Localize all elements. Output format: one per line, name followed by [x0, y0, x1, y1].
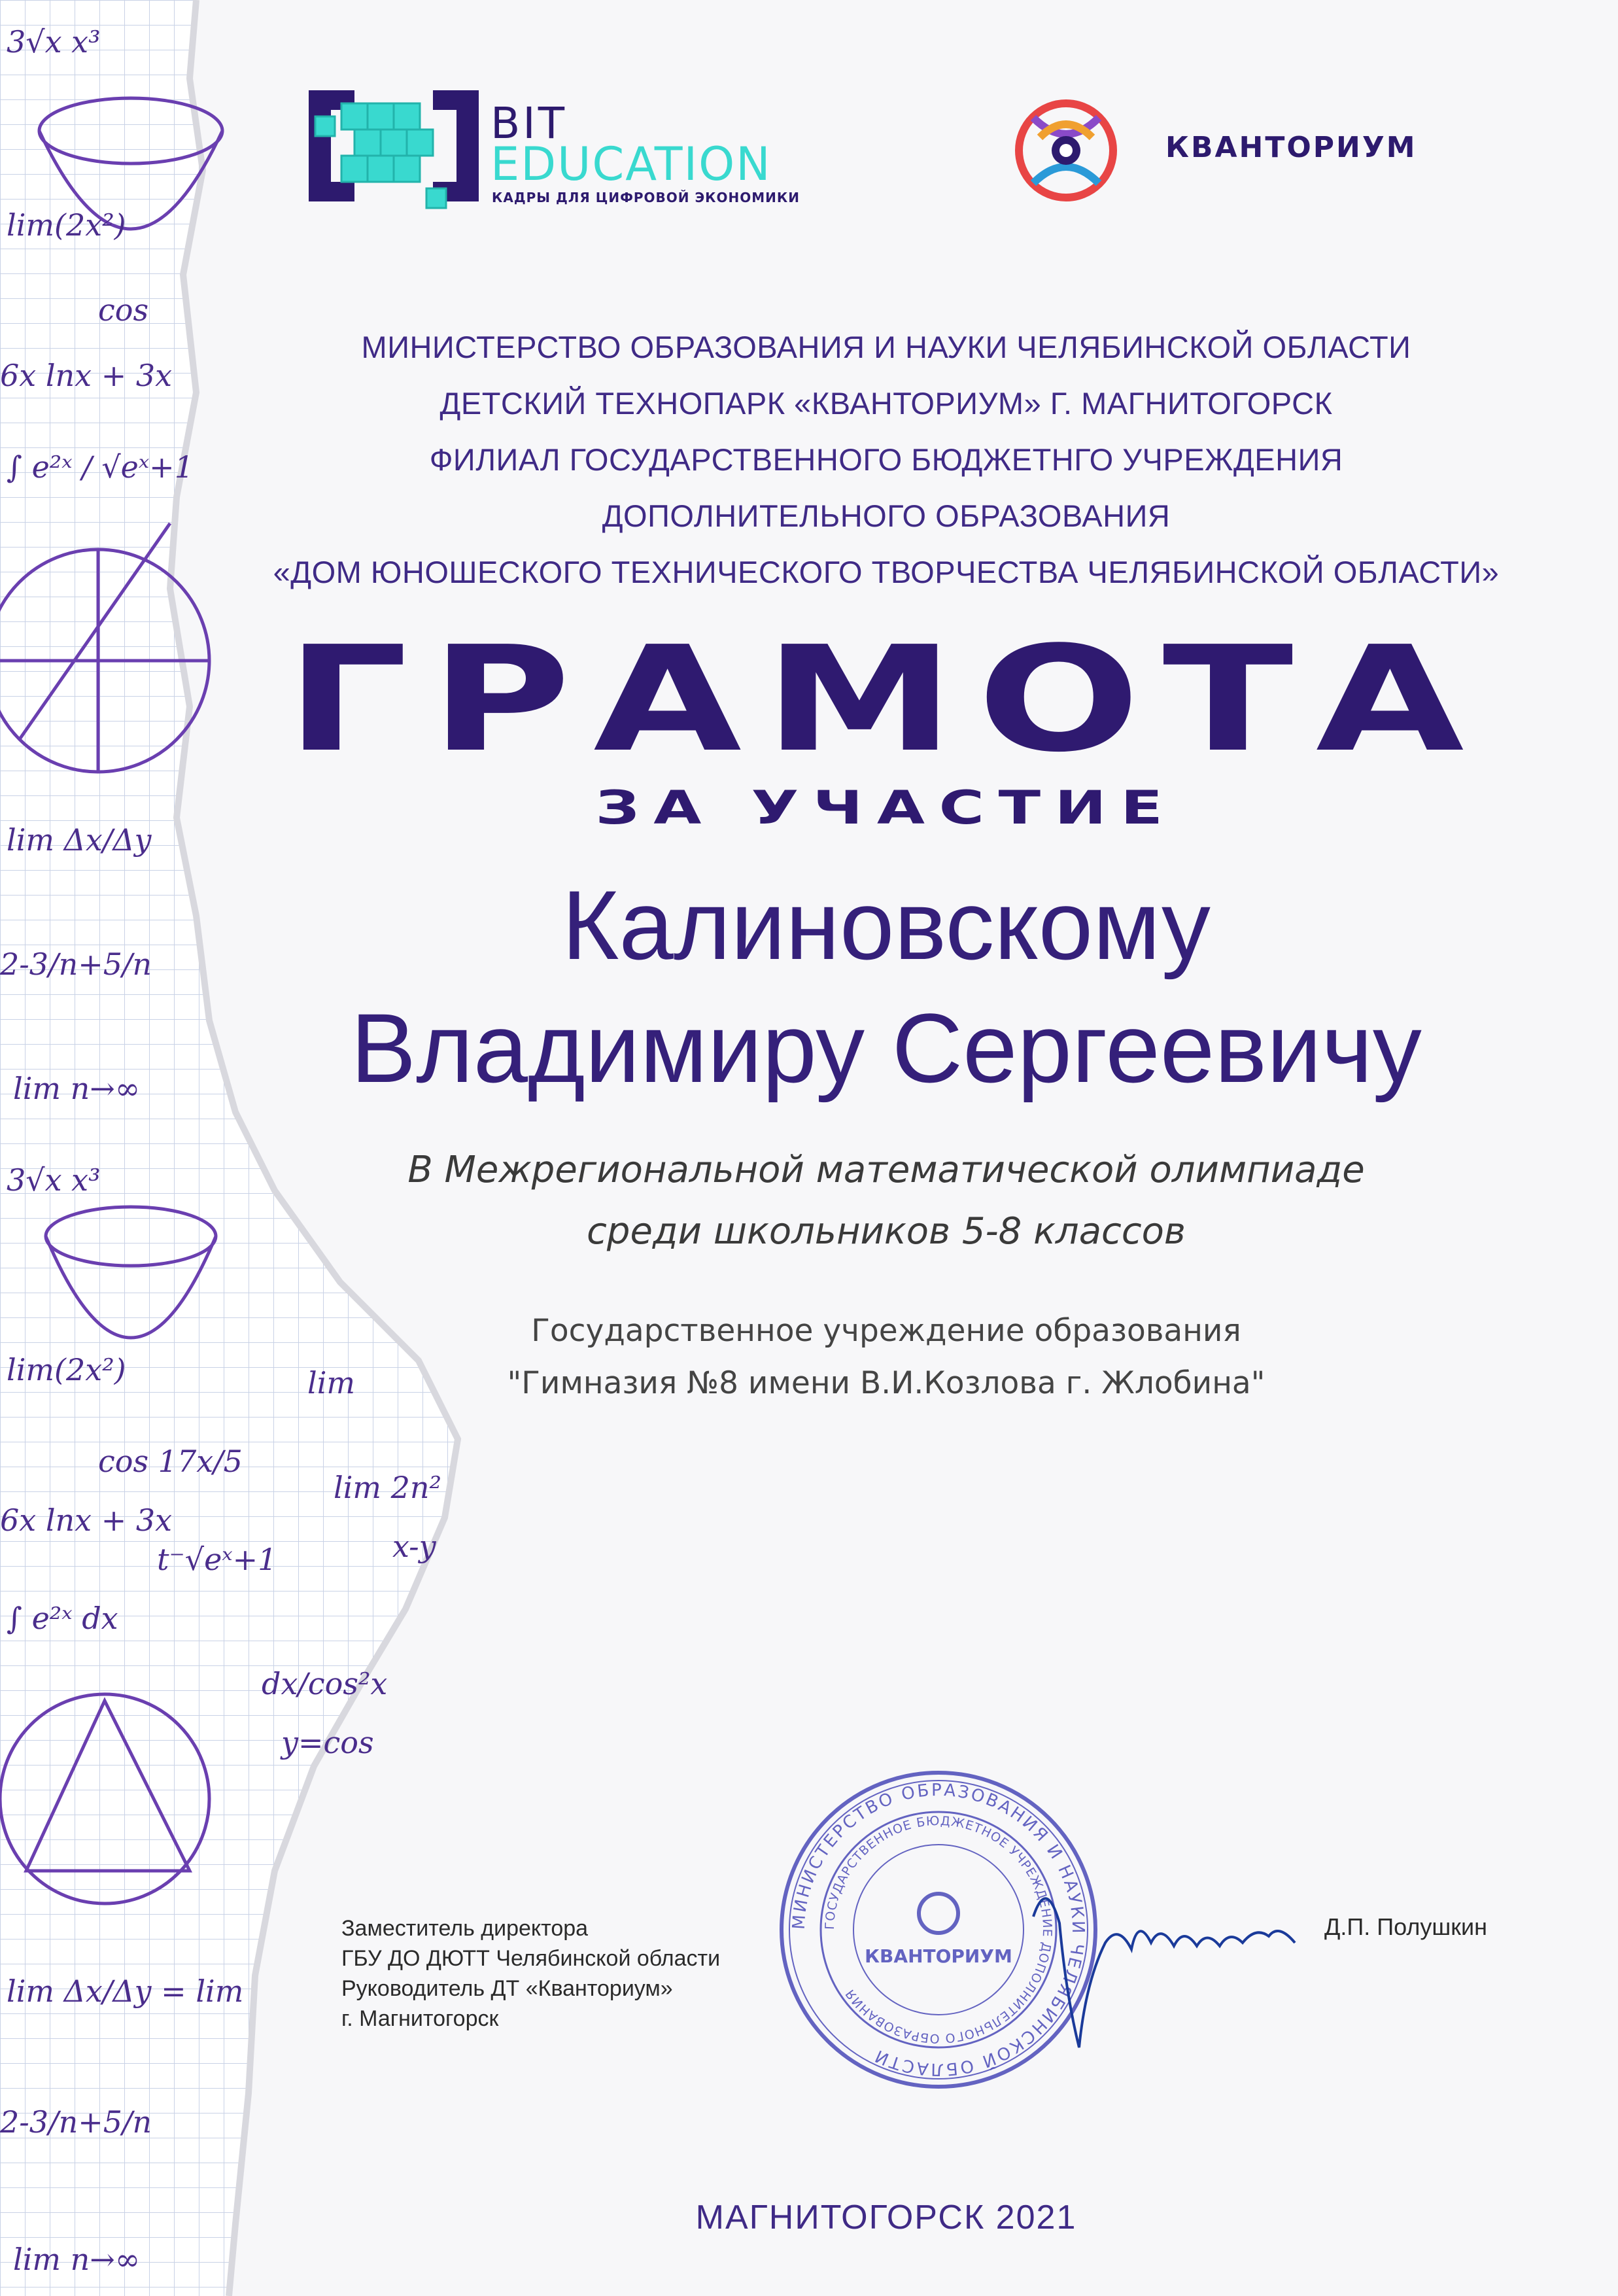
signatory-position-line: Заместитель директора: [341, 1916, 589, 1941]
svg-text:ГОСУДАРСТВЕННОЕ БЮДЖЕТНОЕ УЧРЕ: ГОСУДАРСТВЕННОЕ БЮДЖЕТНОЕ УЧРЕЖДЕНИЕ ДОПОЛНИТЕЛЬНОГО ОБРАЗОВАНИЯ: [822, 1813, 1055, 2046]
school-line: "Гимназия №8 имени В.И.Козлова г. Жлобина": [507, 1365, 1265, 1401]
svg-text:dx/cos²x: dx/cos²x: [262, 1666, 388, 1701]
svg-text:lim n→∞: lim n→∞: [13, 1071, 141, 1106]
issuer-header: [196, 319, 1576, 600]
signatory-name: Д.П. Полушкин: [1324, 1913, 1487, 1940]
signatory-position-line: Руководитель ДТ «Кванториум»: [341, 1976, 673, 2001]
kvantorium-logo-name: КВАНТОРИУМ: [1165, 131, 1417, 164]
certificate-title: ГРАМОТА: [286, 616, 1487, 784]
recipient-given-names: Владимиру Сергеевичу: [351, 993, 1422, 1103]
svg-text:lim 2n²: lim 2n²: [334, 1470, 441, 1505]
school-line: Государственное учреждение образования: [531, 1313, 1241, 1349]
svg-text:6x lnx + 3x: 6x lnx + 3x: [0, 358, 173, 393]
svg-text:cos 17x/5: cos 17x/5: [98, 1444, 243, 1479]
svg-text:y=cos: y=cos: [281, 1725, 374, 1760]
event-line: среди школьников 5-8 классов: [587, 1210, 1186, 1253]
svg-text:x-y: x-y: [392, 1529, 436, 1564]
svg-text:МИНИСТЕРСТВО ОБРАЗОВАНИЯ И НАУ: МИНИСТЕРСТВО ОБРАЗОВАНИЯ И НАУКИ ЧЕЛЯБИНСКОЙ ОБЛАСТИ: [789, 1780, 1088, 2079]
svg-text:cos: cos: [98, 292, 149, 328]
svg-text:∫ e²ˣ dx: ∫ e²ˣ dx: [7, 1601, 118, 1636]
place-and-year: МАГНИТОГОРСК 2021: [695, 2199, 1077, 2236]
signatory-position-line: ГБУ ДО ДЮТТ Челябинской области: [341, 1946, 721, 1971]
svg-text:КВАНТОРИУМ: КВАНТОРИУМ: [865, 1945, 1012, 1967]
issuer-line: МИНИСТЕРСТВО ОБРАЗОВАНИЯ И НАУКИ ЧЕЛЯБИНСКОЙ ОБЛАСТИ: [361, 330, 1411, 364]
recipient-surname: Калиновскому: [562, 870, 1211, 980]
issuer-line: ФИЛИАЛ ГОСУДАРСТВЕННОГО БЮДЖЕТНГО УЧРЕЖДЕНИЯ: [429, 442, 1343, 477]
svg-text:3√x x³: 3√x x³: [7, 1162, 101, 1198]
issuer-line: «ДОМ ЮНОШЕСКОГО ТЕХНИЧЕСКОГО ТВОРЧЕСТВА ЧЕЛЯБИНСКОЙ ОБЛАСТИ»: [273, 555, 1500, 589]
svg-text:lim n→∞: lim n→∞: [13, 2242, 141, 2277]
handwritten-signature: [1020, 1864, 1308, 2061]
bit-logo-tagline: КАДРЫ ДЛЯ ЦИФРОВОЙ ЭКОНОМИКИ: [492, 190, 800, 205]
recipient-name: [196, 863, 1576, 1109]
svg-text:6x lnx + 3x: 6x lnx + 3x: [0, 1503, 173, 1538]
event-line: В Межрегиональной математической олимпиаде: [407, 1149, 1365, 1191]
svg-text:t⁻√eˣ+1: t⁻√eˣ+1: [157, 1542, 277, 1577]
svg-text:lim(2x²): lim(2x²): [7, 1352, 126, 1387]
svg-text:2-3/n+5/n: 2-3/n+5/n: [0, 2104, 152, 2140]
svg-text:lim(2x²): lim(2x²): [7, 207, 126, 243]
issuer-line: ДОПОЛНИТЕЛЬНОГО ОБРАЗОВАНИЯ: [602, 498, 1171, 533]
bit-logo-word-education: EDUCATION: [491, 137, 772, 191]
signatory-position-line: г. Магнитогорск: [341, 2006, 499, 2031]
svg-text:lim: lim: [307, 1365, 356, 1400]
bit-logo-word-bit: BIT: [491, 98, 568, 148]
svg-text:∫ e²ˣ / √eˣ+1: ∫ e²ˣ / √eˣ+1: [7, 449, 194, 485]
svg-text:lim Δx/Δy = lim: lim Δx/Δy = lim: [7, 1974, 244, 2009]
certificate-subtitle: ЗА УЧАСТИЕ: [595, 781, 1177, 835]
school-name: [196, 1305, 1576, 1410]
signatory-position: [341, 1913, 720, 2034]
svg-text:2-3/n+5/n: 2-3/n+5/n: [0, 947, 152, 982]
event-description: [196, 1139, 1576, 1262]
svg-text:3√x x³: 3√x x³: [7, 24, 101, 60]
issuer-line: ДЕТСКИЙ ТЕХНОПАРК «КВАНТОРИУМ» Г. МАГНИТОГОРСК: [439, 386, 1333, 421]
svg-text:lim Δx/Δy: lim Δx/Δy: [7, 822, 152, 858]
